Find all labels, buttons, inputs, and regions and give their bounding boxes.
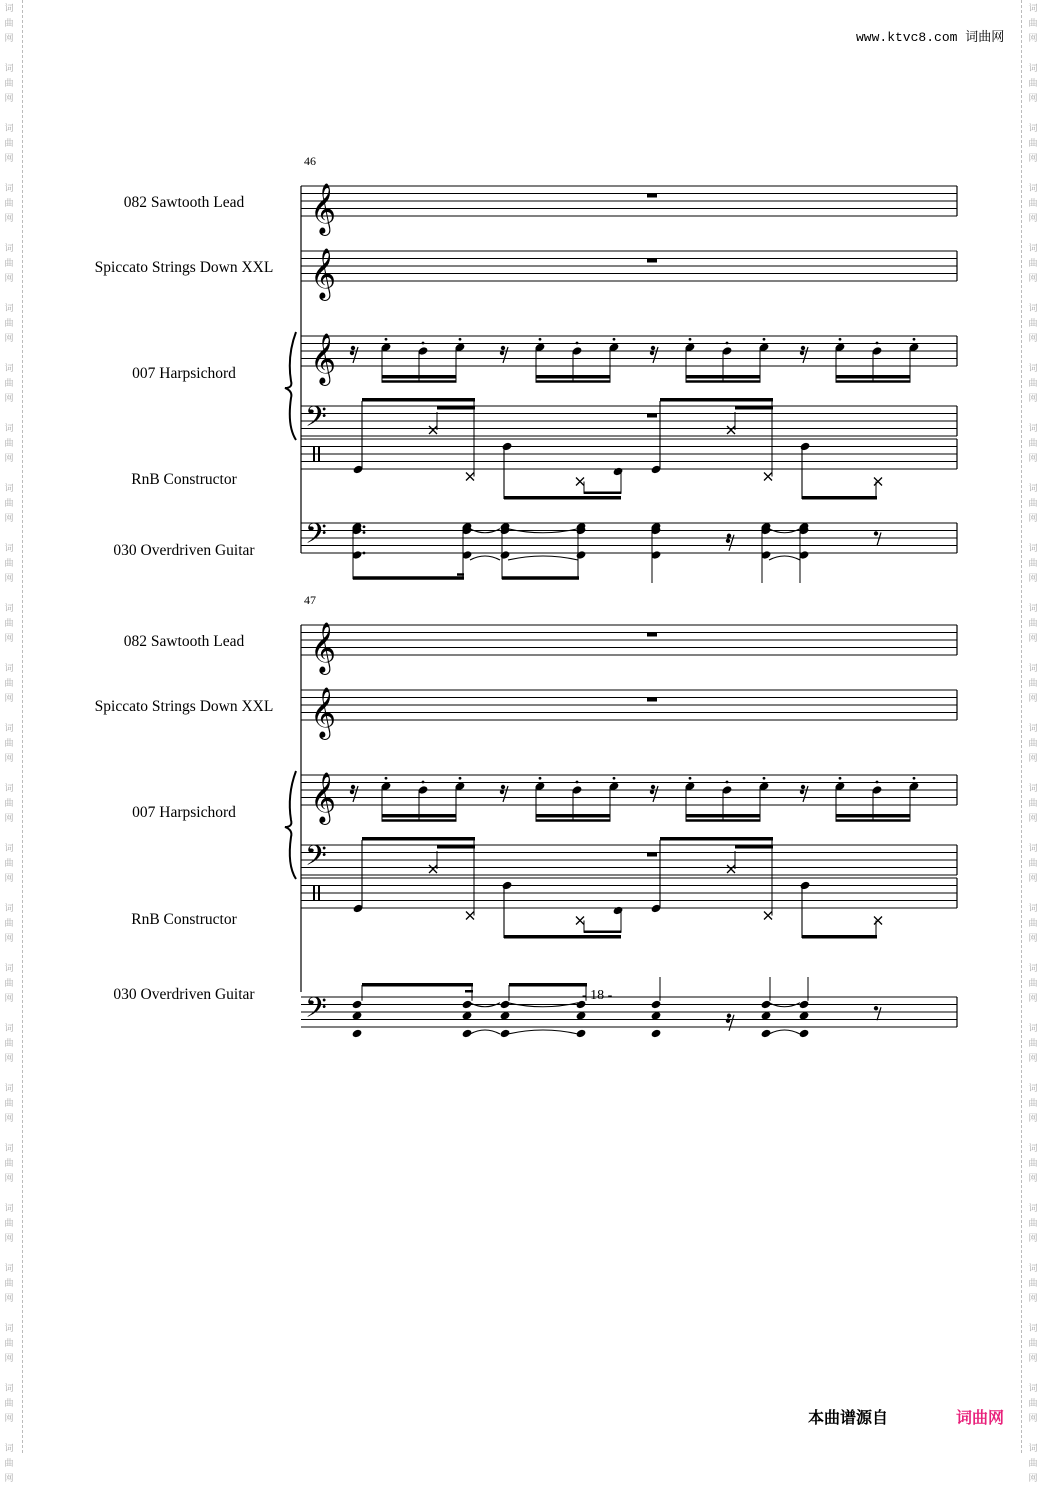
- watermark-text: 词 曲 网: [1028, 304, 1038, 344]
- instrument-label: 007 Harpsichord: [132, 365, 236, 382]
- watermark-text: 词 曲 网: [4, 1084, 14, 1124]
- measure-number: 47: [304, 593, 316, 607]
- watermark-text: 词 曲 网: [4, 64, 14, 104]
- watermark-text: 词 曲 网: [1028, 1264, 1038, 1304]
- watermark-text: 词 曲 网: [1028, 844, 1038, 884]
- watermark-text: 词 曲 网: [4, 1204, 14, 1244]
- watermark-text: 词 曲 网: [4, 904, 14, 944]
- svg-text:𝄞: 𝄞: [310, 687, 337, 738]
- watermark-text: 词 曲 网: [1028, 1144, 1038, 1184]
- watermark-text: 词 曲 网: [4, 604, 14, 644]
- page-number: - 18 -: [582, 988, 613, 1003]
- watermark-text: 词 曲 网: [4, 784, 14, 824]
- watermark-text: 词 曲 网: [4, 184, 14, 224]
- watermark-text: 词 曲 网: [1028, 484, 1038, 524]
- watermark-text: 词 曲 网: [4, 4, 14, 44]
- watermark-text: 词 曲 网: [4, 424, 14, 464]
- instrument-label: RnB Constructor: [131, 471, 237, 488]
- watermark-text: 词 曲 网: [1028, 184, 1038, 224]
- watermark-text: 词 曲 网: [1028, 124, 1038, 164]
- svg-text:𝄢: 𝄢: [305, 517, 327, 558]
- svg-text:𝄞: 𝄞: [310, 248, 337, 299]
- watermark-text: 词 曲 网: [4, 1144, 14, 1184]
- watermark-text: 词 曲 网: [1028, 604, 1038, 644]
- instrument-label: RnB Constructor: [131, 911, 237, 928]
- watermark-text: 词 曲 网: [1028, 364, 1038, 404]
- watermark-text: 词 曲 网: [4, 1264, 14, 1304]
- watermark-text: 词 曲 网: [1028, 964, 1038, 1004]
- watermark-text: 词 曲 网: [1028, 64, 1038, 104]
- svg-text:𝄞: 𝄞: [310, 622, 337, 673]
- instrument-label: Spiccato Strings Down XXL: [94, 698, 274, 715]
- watermark-text: 词 曲 网: [1028, 1024, 1038, 1064]
- watermark-text: 词 曲 网: [4, 1324, 14, 1364]
- watermark-text: 词 曲 网: [4, 1024, 14, 1064]
- watermark-text: 词 曲 网: [1028, 244, 1038, 284]
- watermark-text: 词 曲 网: [4, 124, 14, 164]
- svg-text:𝄞: 𝄞: [310, 183, 337, 234]
- svg-text:𝄞: 𝄞: [310, 333, 337, 384]
- instrument-label: 030 Overdriven Guitar: [113, 542, 255, 559]
- instrument-label: 082 Sawtooth Lead: [123, 194, 245, 211]
- watermark-text: 词 曲 网: [4, 544, 14, 584]
- watermark-text: 词 曲 网: [1028, 424, 1038, 464]
- site-url[interactable]: www.ktvc8.com: [856, 30, 958, 45]
- watermark-text: 词 曲 网: [1028, 784, 1038, 824]
- watermark-text: 词 曲 网: [4, 1384, 14, 1424]
- footer-source-link[interactable]: 词曲网: [956, 1408, 1005, 1427]
- instrument-label: 082 Sawtooth Lead: [123, 633, 245, 650]
- watermark-text: 词 曲 网: [1028, 544, 1038, 584]
- watermark-text: 词 曲 网: [1028, 1084, 1038, 1124]
- watermark-text: 词 曲 网: [4, 1444, 14, 1484]
- watermark-text: 词 曲 网: [4, 364, 14, 404]
- watermark-text: 词 曲 网: [1028, 1384, 1038, 1424]
- watermark-text: 词 曲 网: [4, 484, 14, 524]
- svg-text:𝄢: 𝄢: [305, 400, 327, 441]
- watermark-text: 词 曲 网: [1028, 724, 1038, 764]
- footer-source-text: 本曲谱源自: [808, 1408, 889, 1427]
- watermark-text: 词 曲 网: [4, 724, 14, 764]
- watermark-text: 词 曲 网: [1028, 1444, 1038, 1484]
- measure-number: 46: [304, 154, 316, 168]
- watermark-text: 词 曲 网: [4, 244, 14, 284]
- svg-text:𝄞: 𝄞: [310, 772, 337, 823]
- instrument-label: Spiccato Strings Down XXL: [94, 259, 274, 276]
- instrument-label: 007 Harpsichord: [132, 804, 236, 821]
- watermark-text: 词 曲 网: [1028, 1324, 1038, 1364]
- watermark-text: 词 曲 网: [1028, 664, 1038, 704]
- watermark-text: 词 曲 网: [1028, 4, 1038, 44]
- watermark-text: 词 曲 网: [4, 304, 14, 344]
- watermark-text: 词 曲 网: [1028, 1204, 1038, 1244]
- watermark-text: 词 曲 网: [4, 664, 14, 704]
- svg-text:𝄢: 𝄢: [305, 991, 327, 1032]
- watermark-text: 词 曲 网: [4, 964, 14, 1004]
- watermark-text: 词 曲 网: [1028, 904, 1038, 944]
- site-name: 词曲网: [965, 30, 1005, 45]
- svg-text:𝄢: 𝄢: [305, 839, 327, 880]
- instrument-label: 030 Overdriven Guitar: [113, 986, 255, 1003]
- watermark-text: 词 曲 网: [4, 844, 14, 884]
